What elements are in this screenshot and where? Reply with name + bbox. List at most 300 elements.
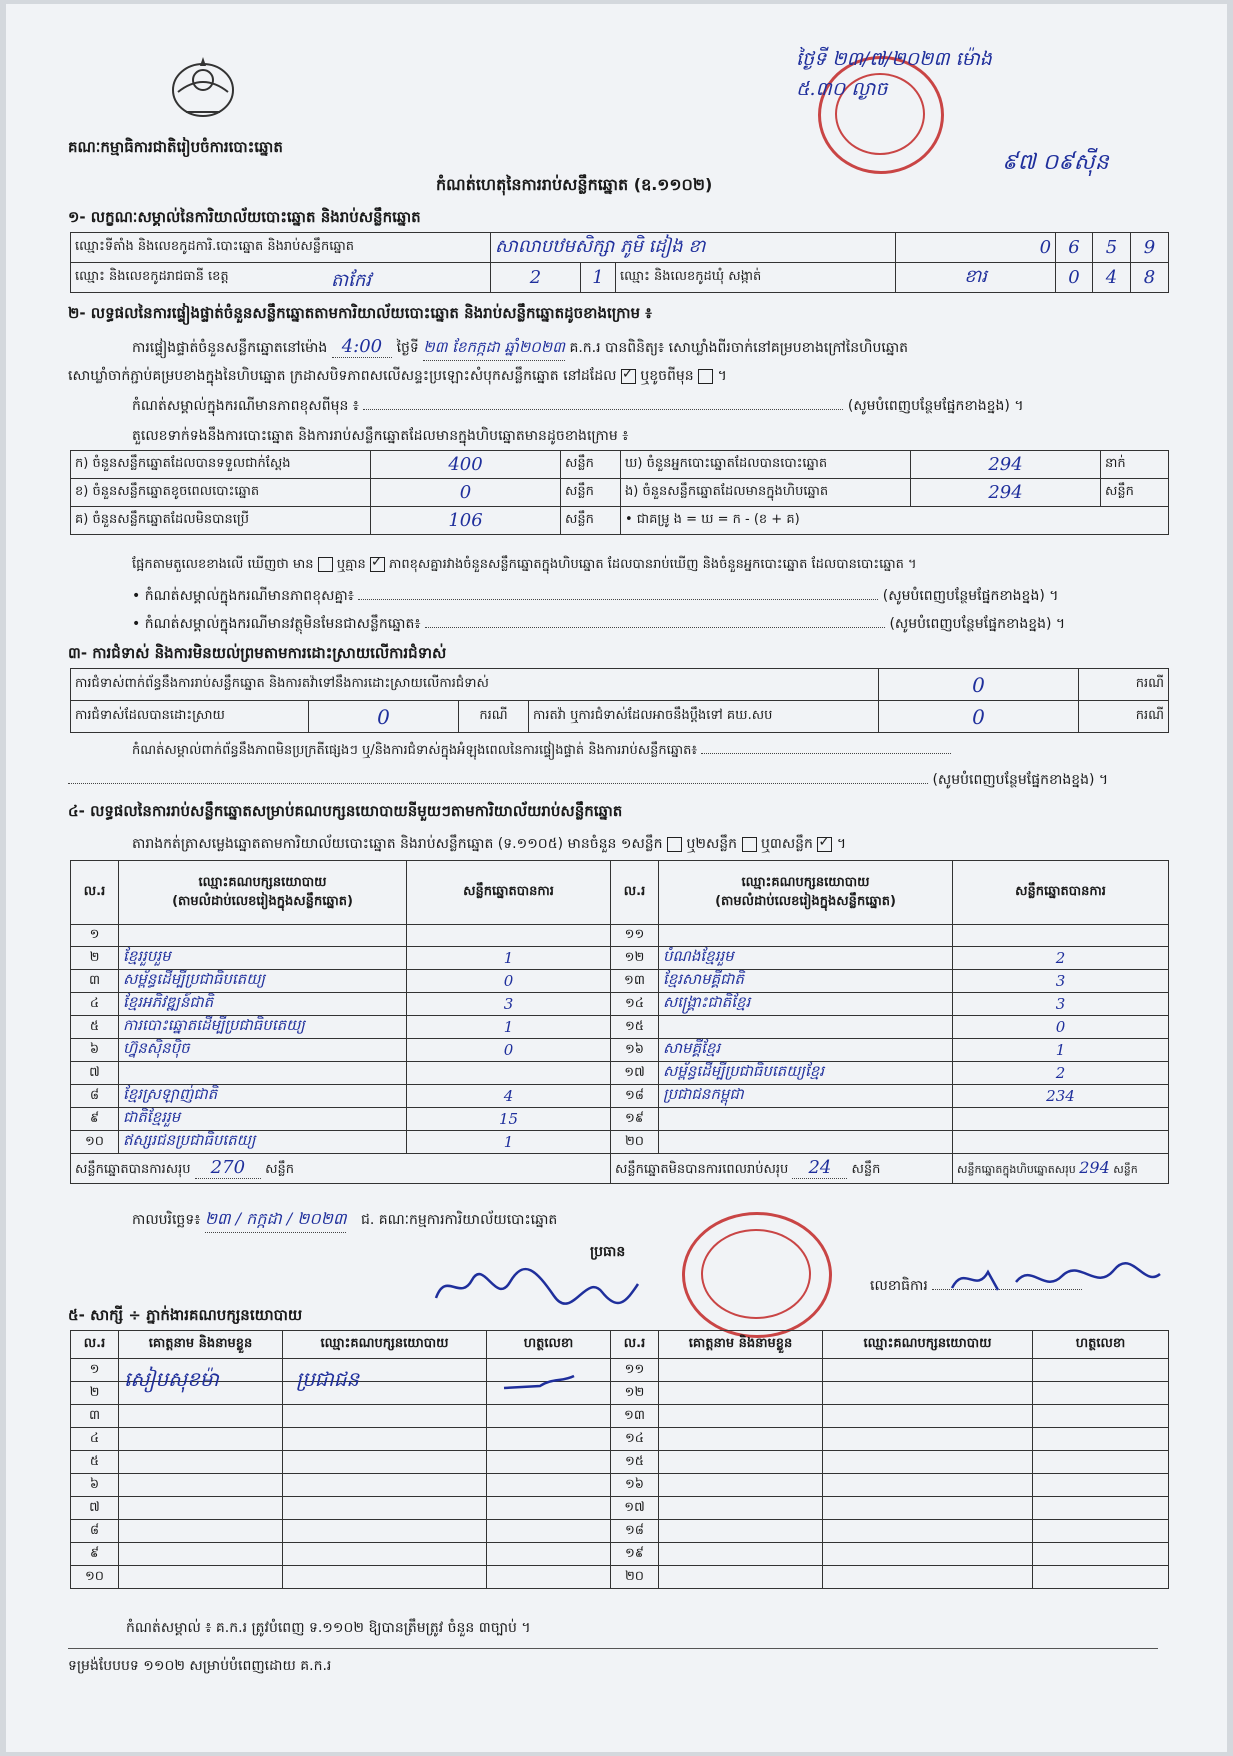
- result-no: ៧: [71, 1062, 119, 1085]
- result-votes: 0: [407, 1039, 611, 1062]
- result-party: ការបោះឆ្នោតដើម្បីប្រជាធិបតេយ្យ: [119, 1016, 407, 1039]
- result-votes: [953, 925, 1169, 947]
- count-row-2-label: ខ) ចំនួនសន្លឹកឆ្នោតខូចពេលបោះឆ្នោត: [71, 479, 371, 507]
- objection-row2-label: ការជំទាស់ដែលបានដោះស្រាយ: [71, 701, 309, 733]
- witness-name-cell[interactable]: [659, 1359, 823, 1382]
- table-row: [71, 1543, 1169, 1566]
- irregularity-note: [132, 742, 951, 761]
- irregularity-fill: (សូមបំពេញបន្ថែមផ្នែកខាងខ្នង) ។: [932, 772, 1109, 788]
- table-row: [71, 993, 1169, 1016]
- witness-sign-cell[interactable]: [1033, 1451, 1169, 1474]
- result-party: ឥស្សរជនប្រជាធិបតេយ្យ: [119, 1131, 407, 1154]
- province-label: ឈ្មោះ និងលេខកូដរាជធានី ខេត្ត: [75, 269, 229, 284]
- results-col-party-left: [119, 861, 407, 925]
- commune-code-1: 0: [1056, 263, 1093, 293]
- table-row: [71, 1474, 1169, 1497]
- witness-no: ១៩: [611, 1543, 659, 1566]
- witness-party-cell[interactable]: [283, 1566, 487, 1589]
- results-col-votes-right: សន្លឹកឆ្នោតបានការ: [953, 861, 1169, 925]
- verification-time-label: ការផ្ទៀងផ្ទាត់ចំនួនសន្លឹកឆ្នោតនៅម៉ោង: [132, 340, 328, 356]
- result-votes: 234: [953, 1085, 1169, 1108]
- result-party: សាមគ្គីខ្មែរ: [659, 1039, 953, 1062]
- verification-text-b: សោឃ្លាំចាក់ភ្ជាប់គម្របខាងក្នុងនៃហិបឆ្នោត ក្រដាសបិទភាពសលើសន្ទះប្រឡោះសំបុកសន្លឹកឆ្នោត នៅដដែល: [68, 368, 617, 384]
- witness-sign-cell[interactable]: [487, 1520, 611, 1543]
- witness-no: ៧: [71, 1497, 119, 1520]
- witness-name-cell[interactable]: [659, 1451, 823, 1474]
- result-party: ហ្វ៊ុនស៊ិនប៉ិច: [119, 1039, 407, 1062]
- party-col-sub-right: (តាមលំដាប់លេខរៀងក្នុងសន្លឹកឆ្នោត): [715, 893, 896, 909]
- tally-intro: តារាងកត់ត្រាសម្លេងឆ្នោតតាមការិយាល័យបោះឆ្នោត និងរាប់សន្លឹកឆ្នោត (ទ.១១០៥) មានចំនួន ១សន្លឹក: [132, 836, 663, 852]
- province-code-2: 1: [581, 263, 616, 293]
- result-no: ២: [71, 947, 119, 970]
- witness-party-cell[interactable]: [823, 1405, 1033, 1428]
- commune-value: ខារ: [896, 263, 1056, 293]
- chair-label: ប្រធាន: [590, 1244, 626, 1260]
- witness-party-cell[interactable]: [283, 1474, 487, 1497]
- result-party: សង្គ្រោះជាតិខ្មែរ: [659, 993, 953, 1016]
- witness-party-cell[interactable]: [283, 1543, 487, 1566]
- result-votes: 1: [407, 1016, 611, 1039]
- result-no: ១៧: [611, 1062, 659, 1085]
- result-party: ខ្មែរសាមគ្គីជាតិ: [659, 970, 953, 993]
- table-row: [71, 1382, 1169, 1405]
- witness-name-cell[interactable]: [119, 1405, 283, 1428]
- result-party: ជាតិខ្មែររួម: [119, 1108, 407, 1131]
- section1-table: [70, 232, 1169, 293]
- table-row: [71, 1497, 1169, 1520]
- objection-row2-value: 0: [309, 701, 459, 733]
- count-row-2-unit: សន្លឹក: [561, 479, 621, 507]
- result-votes: 2: [953, 1062, 1169, 1085]
- witness-no: ១២: [611, 1382, 659, 1405]
- total-valid-cell: [71, 1154, 611, 1184]
- diff-no-label: ឬគ្មាន: [336, 557, 366, 572]
- count-row-3-value: 106: [371, 507, 561, 535]
- count-row-2-right-unit: សន្លឹក: [1101, 479, 1169, 507]
- results-col-party-right: [659, 861, 953, 925]
- party-col-title-right: ឈ្មោះគណបក្សនយោបាយ: [741, 874, 870, 890]
- witness-sign-cell[interactable]: [1033, 1405, 1169, 1428]
- results-col-no-right: ល.រ: [611, 861, 659, 925]
- irregularity-blank-2: [68, 783, 928, 784]
- result-votes: [953, 1108, 1169, 1131]
- verification-line-1: [132, 336, 908, 361]
- total-valid-label: សន្លឹកឆ្នោតបានការសរុប: [75, 1162, 191, 1177]
- witness-sign-cell[interactable]: [1033, 1428, 1169, 1451]
- result-votes: 0: [407, 970, 611, 993]
- witness-no: ១០: [71, 1566, 119, 1589]
- result-party: ខ្មែរស្រឡាញ់ជាតិ: [119, 1085, 407, 1108]
- bullet2-label: • កំណត់សម្គាល់ក្នុងករណីមានវត្ថុមិនមែនជាសន្លឹកឆ្នោត៖: [132, 616, 421, 632]
- broken-label: ឬខូចពីមុន: [640, 368, 694, 384]
- witness-sign-cell[interactable]: [1033, 1520, 1169, 1543]
- witness-no: ៥: [71, 1451, 119, 1474]
- footnote: កំណត់សម្គាល់ ៖ គ.ក.រ ត្រូវបំពេញ ទ.១១០២ ឱ្យបានត្រឹមត្រូវ ចំនួន ៣ច្បាប់ ។: [126, 1620, 531, 1636]
- result-votes: 1: [953, 1039, 1169, 1062]
- witness-col-name-right: គោត្តនាម និងនាមខ្លួន: [659, 1331, 823, 1359]
- witness-no: ១៣: [611, 1405, 659, 1428]
- section2-heading: ២- លទ្ធផលនៃការផ្ទៀងផ្ទាត់ចំនួនសន្លឹកឆ្នោតតាមការិយាល័យបោះឆ្នោត និងរាប់សន្លឹកឆ្នោតដូចខាងក្រោម ៖: [68, 304, 652, 322]
- witness-party-cell[interactable]: [283, 1520, 487, 1543]
- witness-name-cell[interactable]: [119, 1520, 283, 1543]
- diff-note-fill: (សូមបំពេញបន្ថែមផ្នែកខាងខ្នង) ។: [847, 398, 1024, 414]
- witness-name-cell[interactable]: [659, 1428, 823, 1451]
- witness1-party: ប្រជាជន: [296, 1367, 360, 1391]
- emblem-logo: [166, 52, 240, 122]
- ballot-count-report-page: [6, 4, 1227, 1752]
- two-sheets-label: ឬ២សន្លឹក: [686, 836, 738, 852]
- table-row: [71, 1108, 1169, 1131]
- witness-name-cell[interactable]: [659, 1543, 823, 1566]
- secretary-label: លេខាធិការ: [870, 1278, 928, 1294]
- location-code-4: 9: [1131, 233, 1169, 263]
- total-valid-value: 270: [195, 1157, 261, 1179]
- secretary-signature: [946, 1258, 1166, 1302]
- witness-no: ១៧: [611, 1497, 659, 1520]
- party-col-title-left: ឈ្មោះគណបក្សនយោបាយ: [198, 874, 327, 890]
- witness-no: ២: [71, 1382, 119, 1405]
- bullet-line-1: [132, 586, 1058, 607]
- count-row-1-right-unit: នាក់: [1101, 451, 1169, 479]
- result-party: សម្ព័ន្ធដើម្បីប្រជាធិបតេយ្យ: [119, 970, 407, 993]
- objection-table: [70, 668, 1169, 733]
- tally-sheet-line: តារាងកត់ត្រាសម្លេងឆ្នោតតាមការិយាល័យបោះឆ្នោត និងរាប់សន្លឹកឆ្នោត (ទ.១១០៥) មានចំនួន ១សន្លឹក ឬ២សន្លឹក ឬ៣សន្លឹក ✓ ។: [132, 834, 846, 855]
- party-col-sub-left: (តាមលំដាប់លេខរៀងក្នុងសន្លឹកឆ្នោត): [172, 893, 353, 909]
- witness-sign-cell[interactable]: [487, 1543, 611, 1566]
- unchanged-checkbox[interactable]: [621, 369, 636, 384]
- bullet1-fill: (សូមបំពេញបន្ថែមផ្នែកខាងខ្នង) ។: [882, 588, 1059, 604]
- witness-no: ៣: [71, 1405, 119, 1428]
- count-row-2-right-label: ង) ចំនួនសន្លឹកឆ្នោតដែលមានក្នុងហិបឆ្នោត: [621, 479, 911, 507]
- table-row: [71, 947, 1169, 970]
- result-no: ៨: [71, 1085, 119, 1108]
- witness-party-cell[interactable]: [823, 1451, 1033, 1474]
- total-box-unit: សន្លឹក: [1113, 1163, 1138, 1176]
- witness-party-cell[interactable]: [283, 1497, 487, 1520]
- witness-name-cell[interactable]: [659, 1382, 823, 1405]
- count-row-2-right-value: 294: [911, 479, 1101, 507]
- results-col-no-left: ល.រ: [71, 861, 119, 925]
- count-row-1-label: ក) ចំនួនសន្លឹកឆ្នោតដែលបានទទួលជាក់ស្តែង: [71, 451, 371, 479]
- result-no: ៩: [71, 1108, 119, 1131]
- witness-name-cell[interactable]: [119, 1497, 283, 1520]
- org-name: គណៈកម្មាធិការជាតិរៀបចំការបោះឆ្នោត: [68, 138, 283, 156]
- table-row: [71, 1085, 1169, 1108]
- page-title: កំណត់ហេតុនៃការរាប់សន្លឹកឆ្នោត (ឧ.១១០២): [436, 175, 713, 194]
- location-value: សាលាបឋមសិក្សា ភូមិ ដៀង ខា: [491, 233, 896, 263]
- witness-no: ១៤: [611, 1428, 659, 1451]
- bullet2-fill: (សូមបំពេញបន្ថែមផ្នែកខាងខ្នង) ។: [889, 616, 1066, 632]
- witness-no: ២០: [611, 1566, 659, 1589]
- witness-col-party-left: ឈ្មោះគណបក្សនយោបាយ: [283, 1331, 487, 1359]
- handwritten-note: ៩៧ ០៩ស៊ីន: [1002, 150, 1109, 175]
- count-row-1-right-value: 294: [911, 451, 1101, 479]
- witness-table: [70, 1330, 1169, 1589]
- committee-label: ជ. គណៈកម្មការការិយាល័យបោះឆ្នោត: [360, 1212, 558, 1228]
- verification-time: 4:00: [332, 336, 392, 358]
- result-party: ខ្មែរអភិវឌ្ឍន៍ជាតិ: [119, 993, 407, 1016]
- witness-party-cell[interactable]: [823, 1474, 1033, 1497]
- location-code-1: 0: [896, 233, 1056, 263]
- result-party: [659, 925, 953, 947]
- result-no: ១០: [71, 1131, 119, 1154]
- section5-heading: ៥- សាក្សី ÷ ភ្នាក់ងារគណបក្សនយោបាយ: [68, 1306, 303, 1324]
- section1-heading: ១- លក្ខណៈសម្គាល់នៃការិយាល័យបោះឆ្នោត និងរាប់សន្លឹកឆ្នោត: [68, 208, 421, 226]
- diff-yes-checkbox[interactable]: [318, 557, 333, 572]
- witness-party-cell[interactable]: [823, 1359, 1033, 1382]
- one-sheet-checkbox[interactable]: [667, 837, 682, 852]
- witness-no: ១៥: [611, 1451, 659, 1474]
- bullet2-blank: [425, 627, 885, 628]
- result-no: ១: [71, 925, 119, 947]
- witness-party-cell[interactable]: [283, 1451, 487, 1474]
- result-no: ១៥: [611, 1016, 659, 1039]
- results-col-votes-left: សន្លឹកឆ្នោតបានការ: [407, 861, 611, 925]
- witness-no: ៤: [71, 1428, 119, 1451]
- witness-sign-cell[interactable]: [487, 1451, 611, 1474]
- diff-note-line: [132, 396, 1024, 417]
- province-value: តាកែវ: [331, 270, 371, 291]
- witness-col-party-right: ឈ្មោះគណបក្សនយោបាយ: [823, 1331, 1033, 1359]
- table-row: [71, 1062, 1169, 1085]
- result-votes: [407, 925, 611, 947]
- witness-sign-cell[interactable]: [487, 1474, 611, 1497]
- witness-name-cell[interactable]: [659, 1405, 823, 1428]
- count-table: [70, 450, 1169, 535]
- result-no: ៦: [71, 1039, 119, 1062]
- result-party: [659, 1016, 953, 1039]
- objection-row2-unit: ករណី: [459, 701, 529, 733]
- witness-no: ១៨: [611, 1520, 659, 1543]
- witness-sign-cell[interactable]: [1033, 1474, 1169, 1497]
- witness-name-cell[interactable]: [119, 1474, 283, 1497]
- witness-sign-cell[interactable]: [1033, 1382, 1169, 1405]
- objection-row2b-value: 0: [879, 701, 1079, 733]
- result-votes: [953, 1131, 1169, 1154]
- witness-sign-cell[interactable]: [1033, 1359, 1169, 1382]
- witness-party-cell[interactable]: [283, 1428, 487, 1451]
- bullet1-blank: [358, 599, 878, 600]
- diff-note-blank: [363, 409, 843, 410]
- irregularity-line-2: [68, 770, 1108, 791]
- witness-sign-cell[interactable]: [487, 1405, 611, 1428]
- total-invalid-cell: [611, 1154, 953, 1184]
- result-votes: [407, 1062, 611, 1085]
- witness-name-cell[interactable]: [119, 1428, 283, 1451]
- result-votes: 4: [407, 1085, 611, 1108]
- result-party: [659, 1108, 953, 1131]
- witness1-signature: [500, 1372, 580, 1396]
- count-row-1-right-label: ឃ) ចំនួនអ្នកបោះឆ្នោតដែលបានបោះឆ្នោត: [621, 451, 911, 479]
- witness-name-cell[interactable]: [659, 1497, 823, 1520]
- location-code-2: 6: [1056, 233, 1093, 263]
- verification-line-2: សោឃ្លាំចាក់ភ្ជាប់គម្របខាងក្នុងនៃហិបឆ្នោត ក្រដាសបិទភាពសលើសន្ទះប្រឡោះសំបុកសន្លឹកឆ្នោត នៅដដែល ✓ ឬខូចពីមុន ។: [68, 366, 727, 387]
- table-row: [71, 970, 1169, 993]
- official-stamp-bottom: [682, 1212, 832, 1338]
- bullet1-label: • កំណត់សម្គាល់ក្នុងករណីមានភាពខុសគ្នា៖: [132, 588, 354, 604]
- result-votes: 15: [407, 1108, 611, 1131]
- result-votes: 3: [953, 970, 1169, 993]
- witness-no: ១៦: [611, 1474, 659, 1497]
- witness-col-sign-left: ហត្ថលេខា: [487, 1331, 611, 1359]
- three-sheets-label: ឬ៣សន្លឹក: [760, 836, 813, 852]
- table-row: [71, 1131, 1169, 1154]
- form-footer: ទម្រង់បែបបទ ១១០២ សម្រាប់បំពេញដោយ គ.ក.រ: [68, 1658, 332, 1674]
- verification-date: ២៣ ខែកក្កដា ឆ្នាំ២០២៣: [423, 338, 565, 361]
- location-label: ឈ្មោះទីតាំង និងលេខកូដការិ.បោះឆ្នោត និងរាប់សន្លឹកឆ្នោត: [71, 233, 491, 263]
- witness-party-cell[interactable]: [823, 1543, 1033, 1566]
- witness1-name: សៀបសុខម៉ា: [124, 1367, 219, 1391]
- result-party: ខ្មែររួបរួម: [119, 947, 407, 970]
- objection-row1-value: 0: [879, 669, 1079, 701]
- result-no: ១៣: [611, 970, 659, 993]
- witness-col-no-right: ល.រ: [611, 1331, 659, 1359]
- verification-date-label: ថ្ងៃទី: [396, 340, 419, 356]
- witness-name-cell[interactable]: [659, 1566, 823, 1589]
- party-results-rows: [71, 925, 1169, 1154]
- result-votes: 0: [953, 1016, 1169, 1039]
- result-party: សម្ព័ន្ធដើម្បីប្រជាធិបតេយ្យខ្មែរ: [659, 1062, 953, 1085]
- witness-sign-cell[interactable]: [487, 1566, 611, 1589]
- three-sheets-checkbox[interactable]: [817, 837, 832, 852]
- result-no: ១២: [611, 947, 659, 970]
- witness-party-cell[interactable]: [823, 1382, 1033, 1405]
- count-formula: • ជាគម្រូ ង = ឃ = ក - (ខ + គ): [621, 507, 1169, 535]
- witness-no: ១១: [611, 1359, 659, 1382]
- bullet-line-2: [132, 614, 1065, 635]
- result-votes: 3: [407, 993, 611, 1016]
- objection-row2b-unit: ករណី: [1079, 701, 1169, 733]
- objection-row1-label: ការជំទាស់ពាក់ព័ន្ធនឹងការរាប់សន្លឹកឆ្នោត និងការតវ៉ាទៅនឹងការដោះស្រាយលើការជំទាស់: [71, 669, 879, 701]
- witness-name-cell[interactable]: [119, 1451, 283, 1474]
- chair-signature: [426, 1262, 646, 1312]
- province-cell: [71, 263, 491, 293]
- signing-date-value: ២៣ / កក្កដា / ២០២៣: [205, 1208, 347, 1233]
- table-row: [71, 925, 1169, 947]
- section3-heading: ៣- ការជំទាស់ និងការមិនយល់ព្រមតាមការដោះស្រាយលើការជំទាស់: [68, 644, 447, 662]
- result-votes: 1: [407, 1131, 611, 1154]
- total-invalid-value: 24: [792, 1157, 847, 1179]
- footer-divider: [68, 1648, 1158, 1649]
- verification-text-a: គ.ក.រ បានពិនិត្យ៖ សោឃ្លាំងពីរចាក់នៅគម្របខាងក្រៅនៃហិបឆ្នោត: [569, 340, 909, 356]
- witness-party-cell[interactable]: [823, 1566, 1033, 1589]
- commune-code-3: 8: [1131, 263, 1169, 293]
- table-row: [71, 1039, 1169, 1062]
- signing-date-line: [132, 1208, 557, 1233]
- stamp-date-handwriting: ថ្ងៃទី ២៣/៧/២០២៣ ម៉ោង ៥.៣០ ល្ងាច: [796, 48, 992, 100]
- table-row: [71, 1451, 1169, 1474]
- result-no: ១១: [611, 925, 659, 947]
- result-party: [119, 925, 407, 947]
- result-no: ១៦: [611, 1039, 659, 1062]
- commune-label: ឈ្មោះ និងលេខកូដឃុំ សង្កាត់: [616, 263, 896, 293]
- count-row-3-unit: សន្លឹក: [561, 507, 621, 535]
- witness-sign-cell[interactable]: [487, 1497, 611, 1520]
- total-box-cell: [953, 1154, 1169, 1184]
- section4-heading: ៤- លទ្ធផលនៃការរាប់សន្លឹកឆ្នោតសម្រាប់គណបក្សនយោបាយនីមួយៗតាមការិយាល័យរាប់សន្លឹកឆ្នោត: [68, 802, 623, 820]
- witness-party-cell[interactable]: [283, 1405, 487, 1428]
- table-row: [71, 1428, 1169, 1451]
- result-party: បំណងខ្មែររួម: [659, 947, 953, 970]
- table-row: [71, 1016, 1169, 1039]
- total-valid-unit: សន្លឹក: [265, 1162, 295, 1177]
- result-party: [659, 1131, 953, 1154]
- witness-col-sign-right: ហត្ថលេខា: [1033, 1331, 1169, 1359]
- result-no: ៤: [71, 993, 119, 1016]
- witness-col-no-left: ល.រ: [71, 1331, 119, 1359]
- location-code-3: 5: [1093, 233, 1131, 263]
- total-invalid-label: សន្លឹកឆ្នោតមិនបានការពេលរាប់សរុប: [615, 1162, 789, 1177]
- difference-check-line: [132, 556, 917, 575]
- broken-checkbox[interactable]: [698, 369, 713, 384]
- table-row: [71, 1359, 1169, 1382]
- table-row: [71, 1405, 1169, 1428]
- objection-row1-unit: ករណី: [1079, 669, 1169, 701]
- count-row-1-unit: សន្លឹក: [561, 451, 621, 479]
- witness-party-cell[interactable]: [823, 1428, 1033, 1451]
- witness-sign-cell[interactable]: [487, 1428, 611, 1451]
- result-no: ១៩: [611, 1108, 659, 1131]
- table-row: [71, 1520, 1169, 1543]
- total-box-value: 294: [1079, 1158, 1110, 1177]
- witness-sign-cell[interactable]: [1033, 1566, 1169, 1589]
- result-no: ២០: [611, 1131, 659, 1154]
- province-code-1: 2: [491, 263, 581, 293]
- diff-desc: ភាពខុសគ្នារវាងចំនួនសន្លឹកឆ្នោតក្នុងហិបឆ្នោត ដែលបានរាប់ឃើញ និងចំនួនអ្នកបោះឆ្នោត ដែលបានបោះឆ្នោត ។: [389, 557, 917, 572]
- table-row: [71, 1566, 1169, 1589]
- witness-rows: [71, 1359, 1169, 1589]
- table-intro: តួលេខទាក់ទងនឹងការបោះឆ្នោត និងការរាប់សន្លឹកឆ្នោតដែលមានក្នុងហិបឆ្នោតមានដូចខាងក្រោម ៖: [132, 428, 629, 444]
- total-invalid-unit: សន្លឹក: [851, 1162, 881, 1177]
- result-votes: 1: [407, 947, 611, 970]
- count-row-1-value: 400: [371, 451, 561, 479]
- result-no: ៥: [71, 1016, 119, 1039]
- objection-row2b-label: ការតវ៉ា ឬការជំទាស់ដែលអាចនឹងប្តឹងទៅ គឃ.សប: [529, 701, 879, 733]
- irregularity-note-label: កំណត់សម្គាល់ពាក់ព័ន្ធនឹងភាពមិនប្រក្រតីផ្សេងៗ ឬ/និងការជំទាស់ក្នុងអំឡុងពេលនៃការផ្ទៀងផ្ទាត់ និងការរាប់សន្លឹកឆ្នោត៖: [132, 743, 698, 758]
- witness-sign-cell[interactable]: [1033, 1543, 1169, 1566]
- result-votes: 3: [953, 993, 1169, 1016]
- count-row-3-label: គ) ចំនួនសន្លឹកឆ្នោតដែលមិនបានប្រើ: [71, 507, 371, 535]
- result-votes: 2: [953, 947, 1169, 970]
- witness-name-cell[interactable]: [119, 1566, 283, 1589]
- witness-name-cell[interactable]: [659, 1474, 823, 1497]
- witness-no: ១: [71, 1359, 119, 1382]
- result-no: ៣: [71, 970, 119, 993]
- result-party: [119, 1062, 407, 1085]
- witness-col-name-left: គោត្តនាម និងនាមខ្លួន: [119, 1331, 283, 1359]
- diff-note-label: កំណត់សម្គាល់ក្នុងករណីមានភាពខុសពីមុន ៖: [132, 398, 359, 414]
- result-no: ១៤: [611, 993, 659, 1016]
- witness-party-cell[interactable]: [823, 1497, 1033, 1520]
- witness-no: ៨: [71, 1520, 119, 1543]
- signing-date-label: កាលបរិច្ឆេទ៖: [132, 1212, 201, 1228]
- witness-party-cell[interactable]: [823, 1520, 1033, 1543]
- witness-no: ៦: [71, 1474, 119, 1497]
- irregularity-blank-1: [701, 753, 951, 754]
- witness-name-cell[interactable]: [119, 1543, 283, 1566]
- witness-no: ៩: [71, 1543, 119, 1566]
- witness-name-cell[interactable]: [659, 1520, 823, 1543]
- two-sheets-checkbox[interactable]: [742, 837, 757, 852]
- commune-code-2: 4: [1093, 263, 1131, 293]
- party-results-table: [70, 860, 1169, 1184]
- result-no: ១៨: [611, 1085, 659, 1108]
- diff-no-checkbox[interactable]: [370, 557, 385, 572]
- witness-sign-cell[interactable]: [1033, 1497, 1169, 1520]
- result-party: ប្រជាជនកម្ពុជា: [659, 1085, 953, 1108]
- count-row-2-value: 0: [371, 479, 561, 507]
- diff-yes-label: ផ្អែកតាមតួលេខខាងលើ ឃើញថា មាន: [132, 557, 314, 572]
